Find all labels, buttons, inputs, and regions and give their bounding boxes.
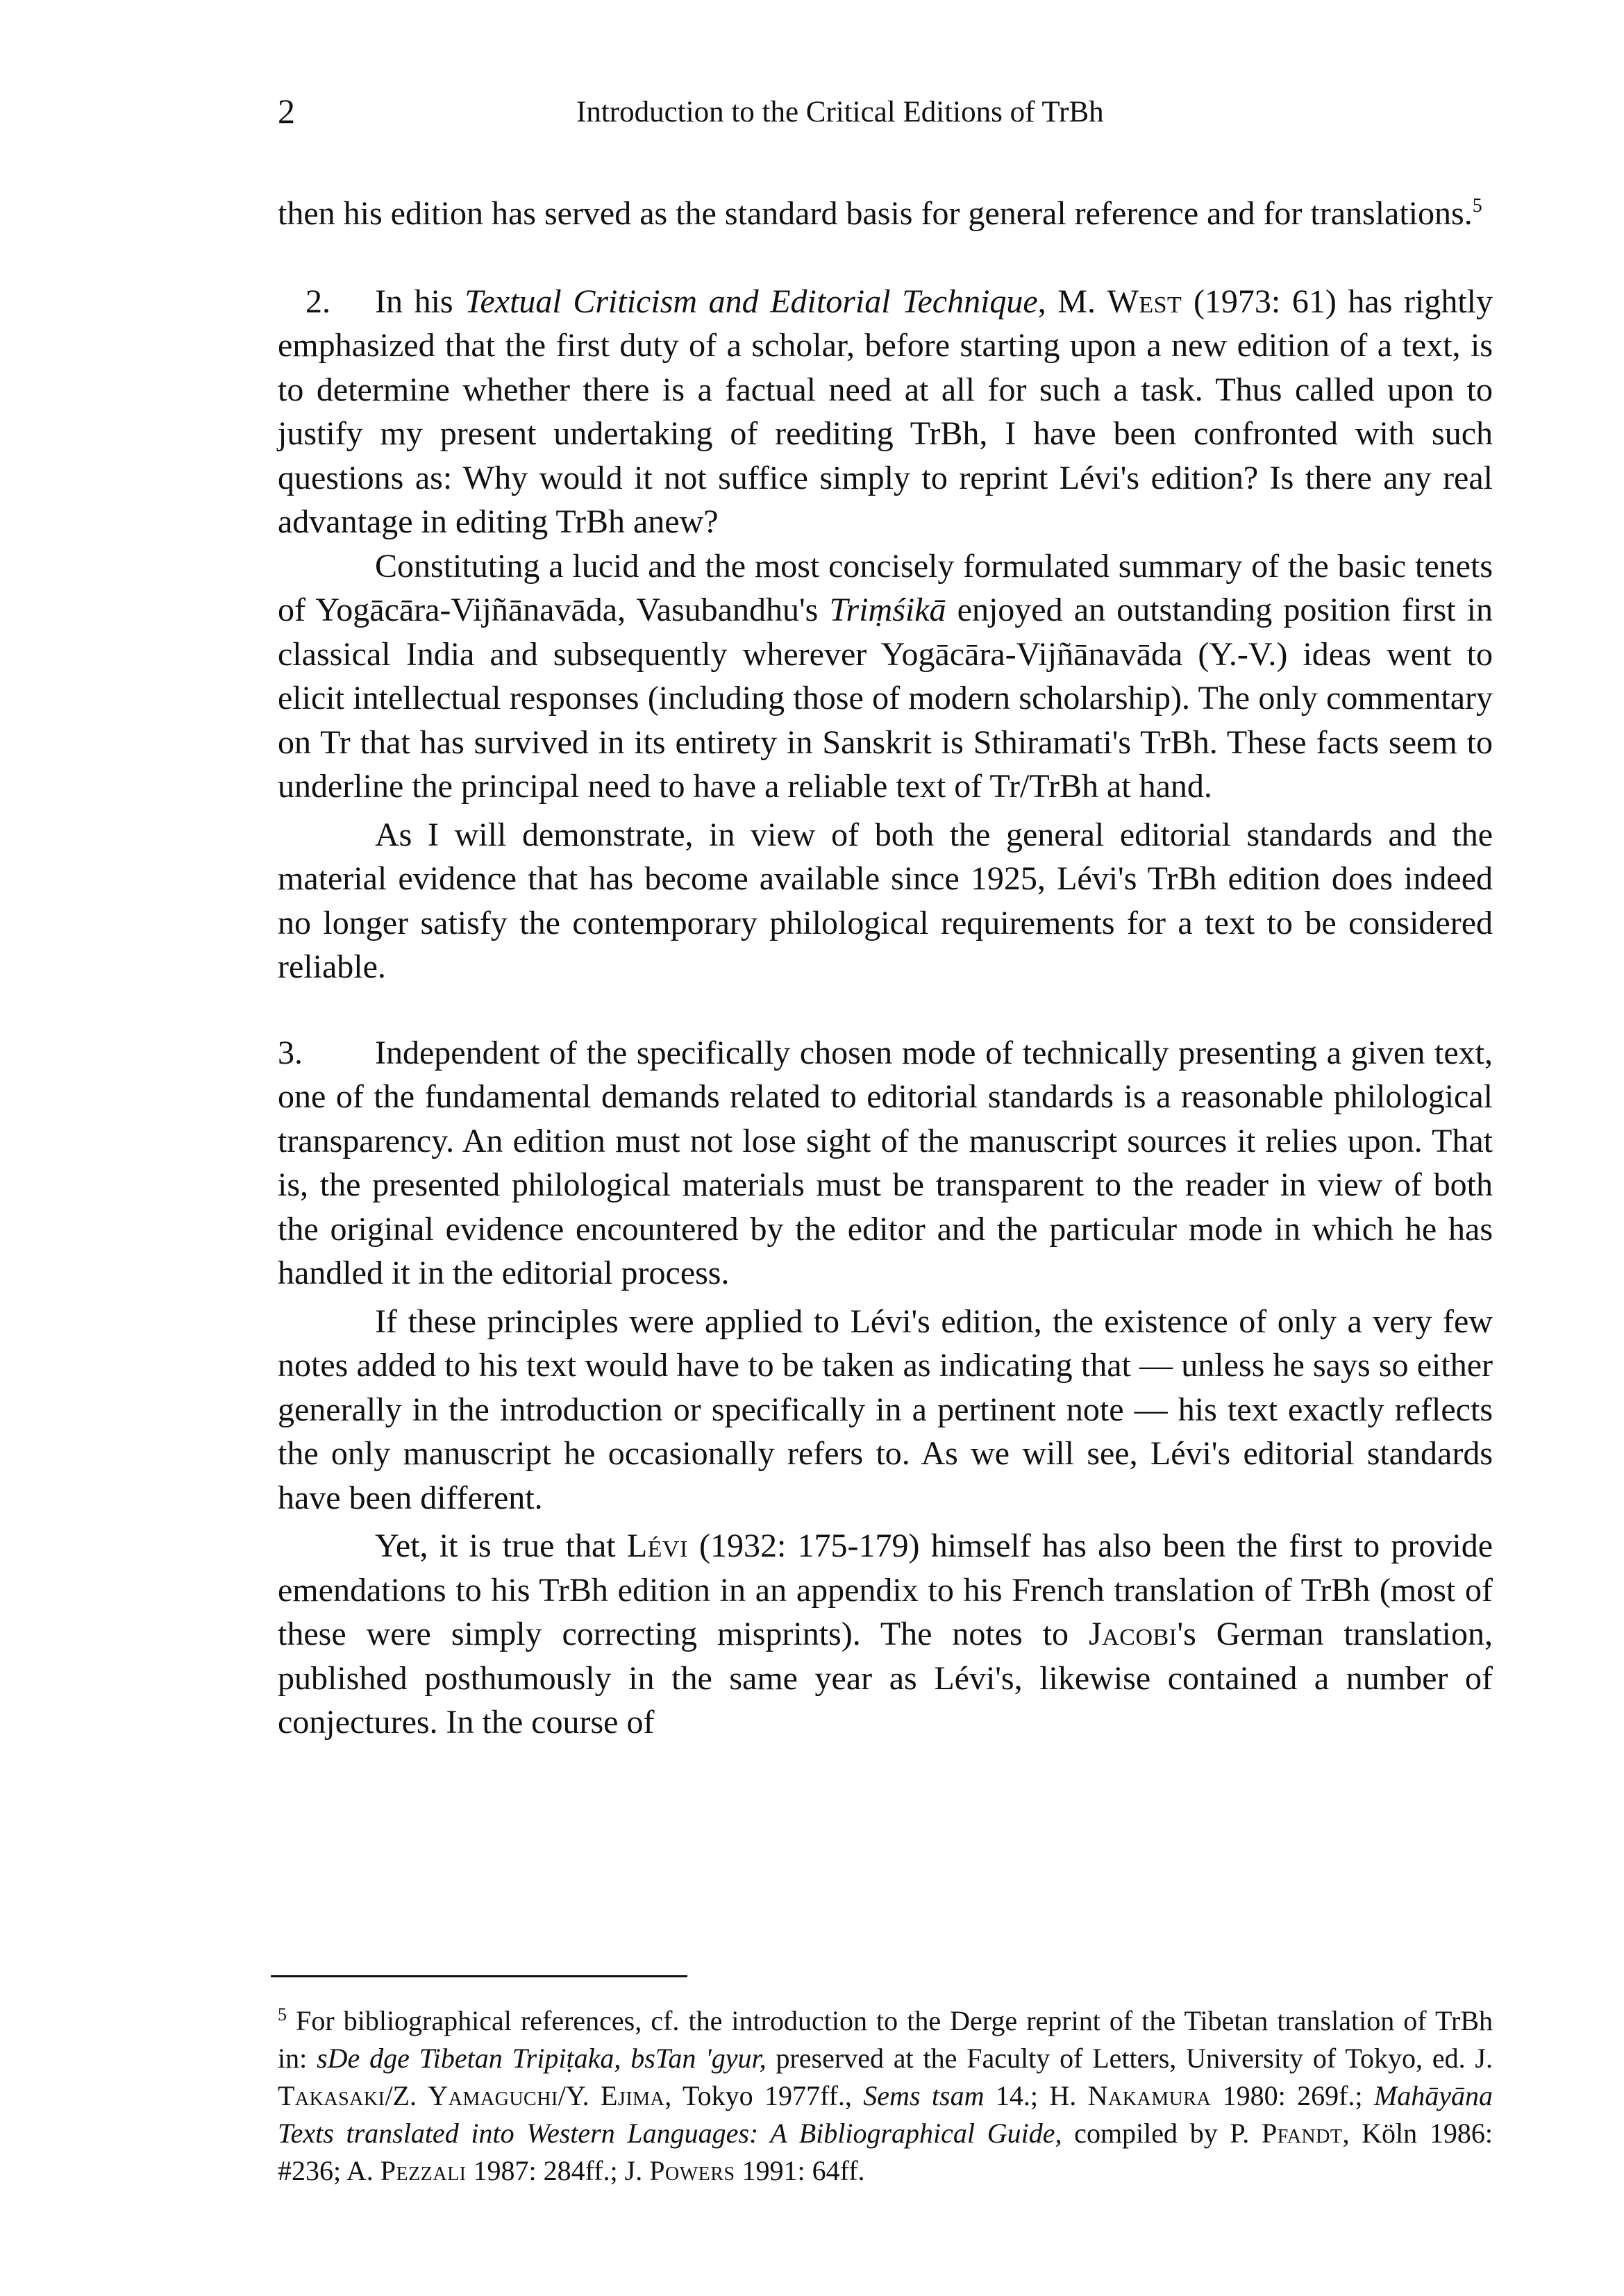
text-run: compiled by P.: [1062, 2118, 1262, 2149]
page-header: [278, 90, 1493, 139]
paragraph-text: then his edition has served as the standard basis for general reference and for translations.: [278, 195, 1473, 232]
book-title: Textual Criticism and Editorial Technique: [464, 283, 1038, 320]
text-run: For bibliographical references, cf. the introduction to the Derge reprint of the Tibetan translation of TrBh in:: [278, 2005, 1493, 2074]
paragraph: [278, 1524, 1493, 1745]
text-run: 1991: 64ff.: [735, 2155, 865, 2186]
work-title: Mahāyāna Texts translated into Western Languages: A Bibliographical Guide,: [278, 2080, 1493, 2149]
text-run: 1980: 269f.;: [1211, 2080, 1374, 2111]
author-name: West: [1107, 283, 1182, 320]
text-run: 14.; H.: [984, 2080, 1088, 2111]
text-run: , M.: [1037, 283, 1107, 320]
paragraph-continuation: [278, 184, 1493, 236]
author-name: Takasaki: [278, 2080, 385, 2111]
text-run: (1932: 175-179) himself has also been the first to provide emendations to his TrBh edition in an appendix to his French translation of TrBh (most of these were simply correcting misprints). The notes to: [278, 1527, 1493, 1652]
author-name: Pfandt: [1261, 2118, 1343, 2149]
page-number: 2: [278, 92, 295, 131]
text-run: (1973: 61) has rightly emphasized that the first duty of a scholar, before starting upon a new edition of a text, is to determine whether there is a factual need at all for such a task. Thus called upon to justify my present undertaking of reediting TrBh, I have been confronted with such questions as: Why would it not suffice simply to reprint Lévi's edition? Is there any real advantage in editing TrBh anew?: [278, 283, 1493, 540]
section-number: 2.: [305, 283, 330, 320]
author-name: Lévi: [626, 1527, 688, 1564]
footnote-reference: 5: [1472, 195, 1482, 217]
section-2-paragraph: [278, 280, 1493, 544]
author-name: Ejima: [601, 2080, 665, 2111]
text-run: , Tokyo 1977ff.,: [664, 2080, 864, 2111]
section-3-paragraph: [278, 1031, 1493, 1296]
paragraph: If these principles were applied to Lévi's edition, the existence of only a very few notes added to his text would have to be taken as indicating that — unless he says so either generally in the introduction or specifically in a pertinent note — his text exactly reflects the only manuscript he occasionally refers to. As we will see, Lévi's editorial standards have been different.: [278, 1302, 1493, 1516]
text-run: Independent of the specifically chosen mode of technically presenting a given text, one of the fundamental demands related to editorial standards is a reasonable philological transparency. An edition must not lose sight of the manuscript sources it relies upon. That is, the presented philological materials must be transparent to the reader in view of both the original evidence encountered by the editor and the particular mode in which he has handled it in the editorial process.: [278, 1034, 1493, 1291]
work-title: Sems tsam: [863, 2080, 985, 2111]
running-title: Introduction to the Critical Editions of TrBh: [576, 96, 1104, 128]
work-title: Triṃśikā: [829, 592, 946, 628]
author-name: Nakamura: [1087, 2080, 1212, 2111]
text-run: enjoyed an outstanding position first in classical India and subsequently wherever Yogācāra-Vijñānavāda (Y.-V.) ideas went to elicit intellectual responses (including those of modern scholarship). The only commentary on Tr that has survived in its entirety in Sanskrit is Sthiramati's TrBh. These facts seem to underline the principal need to have a reliable text of Tr/TrBh at hand.: [278, 592, 1493, 805]
paragraph: As I will demonstrate, in view of both the general editorial standards and the material evidence that has become available since 1925, Lévi's TrBh edition does indeed no longer satisfy the contemporary philological requirements for a text to be considered reliable.: [278, 816, 1493, 985]
section-number: 3.: [278, 1034, 303, 1071]
text-run: /Z.: [385, 2080, 428, 2111]
main-text: [278, 184, 1493, 1745]
text-run: 1987: 284ff.; J.: [466, 2155, 650, 2186]
footnote: [278, 1996, 1493, 2190]
footnote-divider: [271, 1975, 687, 1977]
author-name: Pezzali: [380, 2155, 467, 2186]
text-run: , Köln 1986: #236; A.: [278, 2118, 1493, 2186]
author-name: Yamaguchi: [428, 2080, 558, 2111]
text-run: Constituting a lucid and the most concisely formulated summary of the basic tenets of Yogācāra-Vijñānavāda, Vasubandhu's: [278, 547, 1493, 628]
work-title: sDe dge Tibetan Tripiṭaka, bsTan 'gyur,: [317, 2043, 767, 2074]
text-run: /Y.: [558, 2080, 601, 2111]
author-name: Jacobi: [1089, 1616, 1178, 1652]
text-run: preserved at the Faculty of Letters, University of Tokyo, ed. J.: [766, 2043, 1493, 2074]
paragraph: [278, 544, 1493, 809]
text-run: Yet, it is true that: [375, 1527, 627, 1564]
footnote-number: 5: [278, 2004, 287, 2025]
text-run: 's German translation, published posthumously in the same year as Lévi's, likewise contained a number of conjectures. In the course of: [278, 1616, 1493, 1741]
author-name: Powers: [649, 2155, 735, 2186]
text-run: In his: [375, 283, 465, 320]
